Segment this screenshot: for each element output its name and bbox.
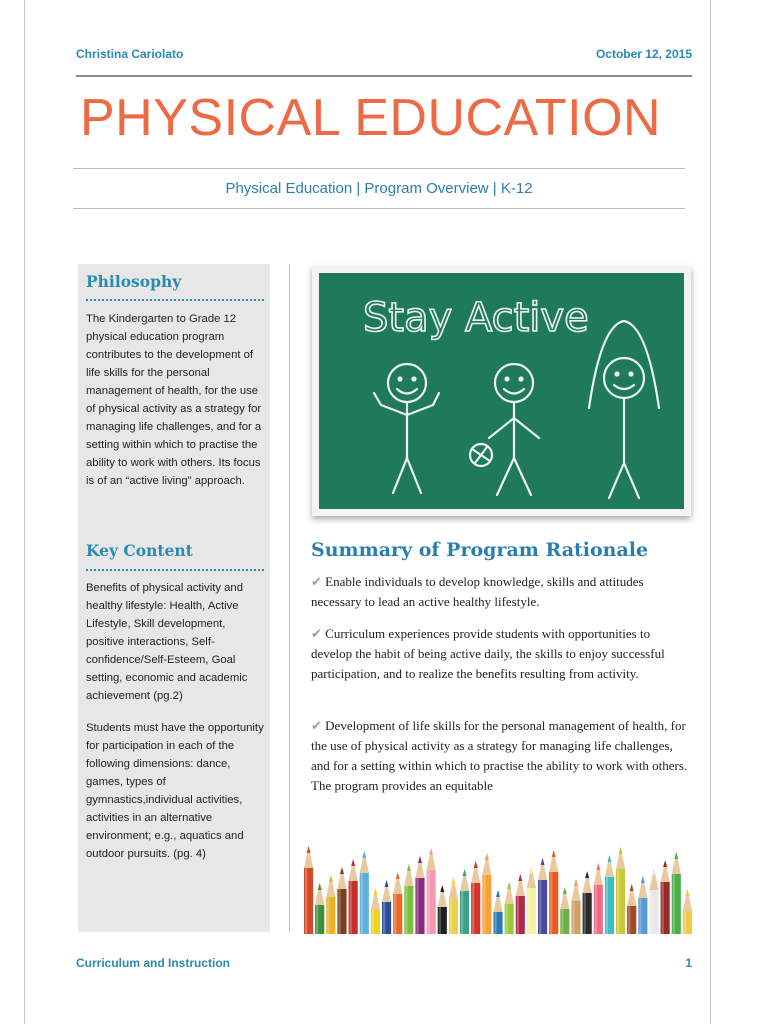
chalk-text: Stay Active xyxy=(363,295,589,341)
check-icon: ✔ xyxy=(311,718,322,733)
pencil xyxy=(337,867,346,934)
key-content-divider xyxy=(86,569,264,571)
pencil xyxy=(516,874,525,934)
philosophy-divider xyxy=(86,299,264,301)
rationale-item-2 xyxy=(311,624,693,684)
pencil xyxy=(471,861,480,934)
pencil xyxy=(382,880,391,934)
pencil xyxy=(649,868,658,934)
pencil xyxy=(505,882,514,934)
chalk-drawing xyxy=(319,273,684,509)
page-title: PHYSICAL EDUCATION xyxy=(80,89,662,147)
subtitle-rule-top xyxy=(73,168,685,169)
header-date: October 12, 2015 xyxy=(595,47,692,61)
pencil xyxy=(482,853,491,934)
colored-pencils-image xyxy=(303,838,693,934)
pencil xyxy=(527,866,536,934)
pencil xyxy=(560,887,569,934)
stick-figure-right xyxy=(589,321,659,498)
pencil xyxy=(683,889,692,934)
pencil xyxy=(583,871,592,934)
pencil xyxy=(538,858,547,934)
pencil xyxy=(460,869,469,934)
key-content-text-1: Benefits of physical activity and healthy lifestyle: Health, Active Lifestyle, Skill development, positive interactions, Self-confidence/Self-Esteem, Goal setting, economic and academic achievement (pg.2) xyxy=(86,582,248,702)
stick-figure-middle xyxy=(470,364,539,495)
key-content-heading: Key Content xyxy=(86,541,193,560)
stick-figure-left xyxy=(374,364,439,493)
pencil xyxy=(393,872,402,934)
pencil xyxy=(449,877,458,934)
pencil xyxy=(438,885,447,934)
pencil xyxy=(315,883,324,934)
header-rule xyxy=(76,75,692,77)
pencil xyxy=(360,851,369,934)
footer-label: Curriculum and Instruction xyxy=(76,956,231,970)
header-author: Christina Cariolato xyxy=(76,47,184,61)
page-subtitle: Physical Education | Program Overview | K-12 xyxy=(225,180,533,197)
pencil xyxy=(404,864,413,934)
rationale-item-1 xyxy=(311,572,693,612)
subtitle-rule-bottom xyxy=(73,208,685,209)
pencil xyxy=(493,890,502,934)
key-content-text-2: Students must have the opportunity for participation in each of the following dimensions: dance, games, types of gymnastics,individual activities, activities in an alternative environment; e.g., aquatics and outdoor pursuits. (pg. 4) xyxy=(86,722,264,860)
pencil xyxy=(427,848,436,934)
pencil xyxy=(627,884,636,934)
philosophy-heading: Philosophy xyxy=(86,272,182,291)
pencil xyxy=(415,856,424,934)
sidebar xyxy=(78,264,270,932)
column-divider xyxy=(289,264,290,932)
pencil xyxy=(661,860,670,934)
pencil xyxy=(326,875,335,934)
philosophy-text: The Kindergarten to Grade 12 physical education program contributes to the development of life skills for the personal management of health, for the use of physical activity as a strategy for managing life challenges, and for a setting within which to practise the ability to work with others. Its focus is of an “active living” approach. xyxy=(86,313,262,487)
pencil xyxy=(616,847,625,934)
pencil xyxy=(571,879,580,934)
rationale-item-3 xyxy=(311,716,693,796)
pencil xyxy=(594,863,603,934)
check-icon: ✔ xyxy=(311,574,322,589)
pencil xyxy=(549,850,558,934)
pencil xyxy=(304,846,313,934)
pencil xyxy=(349,859,358,934)
rationale-text-2: Curriculum experiences provide students with opportunities to develop the habit of being active daily, the skills to enjoy successful participation, and to realize the benefits resulting from activity. xyxy=(311,626,665,681)
stay-active-photo xyxy=(312,266,691,516)
pencil xyxy=(672,852,681,934)
page-edge-right xyxy=(710,0,711,1024)
rationale-text-1: Enable individuals to develop knowledge, skills and attitudes necessary to lead an active healthy lifestyle. xyxy=(311,574,644,609)
pencil xyxy=(605,855,614,934)
pencil xyxy=(371,888,380,934)
page-number: 1 xyxy=(685,956,692,970)
check-icon: ✔ xyxy=(311,626,322,641)
pencil xyxy=(638,876,647,934)
page-edge-left xyxy=(24,0,25,1024)
rationale-text-3: Development of life skills for the personal management of health, for the use of physical activity as a strategy for managing life challenges, and for a setting within which to practise the ability to work with others. The program provides an equitable xyxy=(311,718,688,793)
chalkboard xyxy=(319,273,684,509)
summary-heading: Summary of Program Rationale xyxy=(311,539,649,561)
